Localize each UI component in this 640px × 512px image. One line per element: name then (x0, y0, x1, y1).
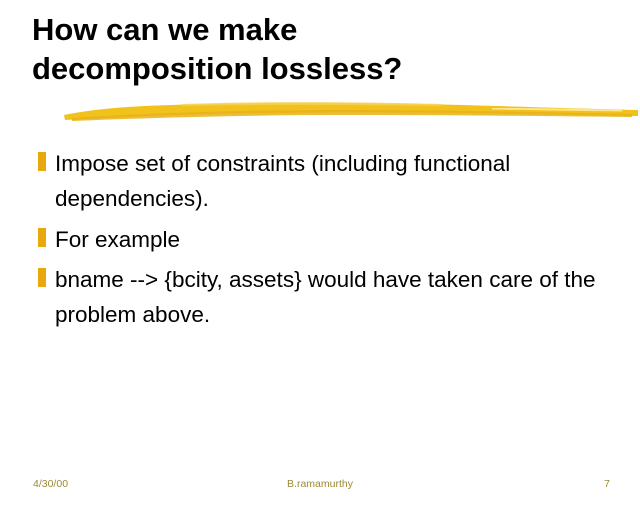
brush-stroke-divider (62, 98, 640, 124)
slide-footer (0, 478, 640, 500)
page-title (32, 10, 612, 89)
page-title-line-2: decomposition lossless? (32, 51, 403, 87)
list-item-text: Impose set of constraints (including functional dependencies). (55, 151, 511, 212)
list-item-text: For example (55, 226, 181, 252)
page-title-line-1: How can we make (32, 12, 298, 47)
list-item-text: bname --> {bcity, assets} would have taken care of the problem above. (55, 266, 596, 328)
list-item (38, 262, 608, 333)
footer-author: B.ramamurthy (287, 478, 353, 490)
bullet-marker-icon (38, 268, 46, 287)
footer-date: 4/30/00 (33, 478, 69, 490)
bullet-list (38, 146, 608, 338)
list-item (38, 146, 608, 217)
bullet-marker-icon (38, 152, 46, 171)
list-item (38, 222, 608, 257)
footer-page-number: 7 (604, 478, 610, 490)
bullet-marker-icon (38, 228, 46, 247)
